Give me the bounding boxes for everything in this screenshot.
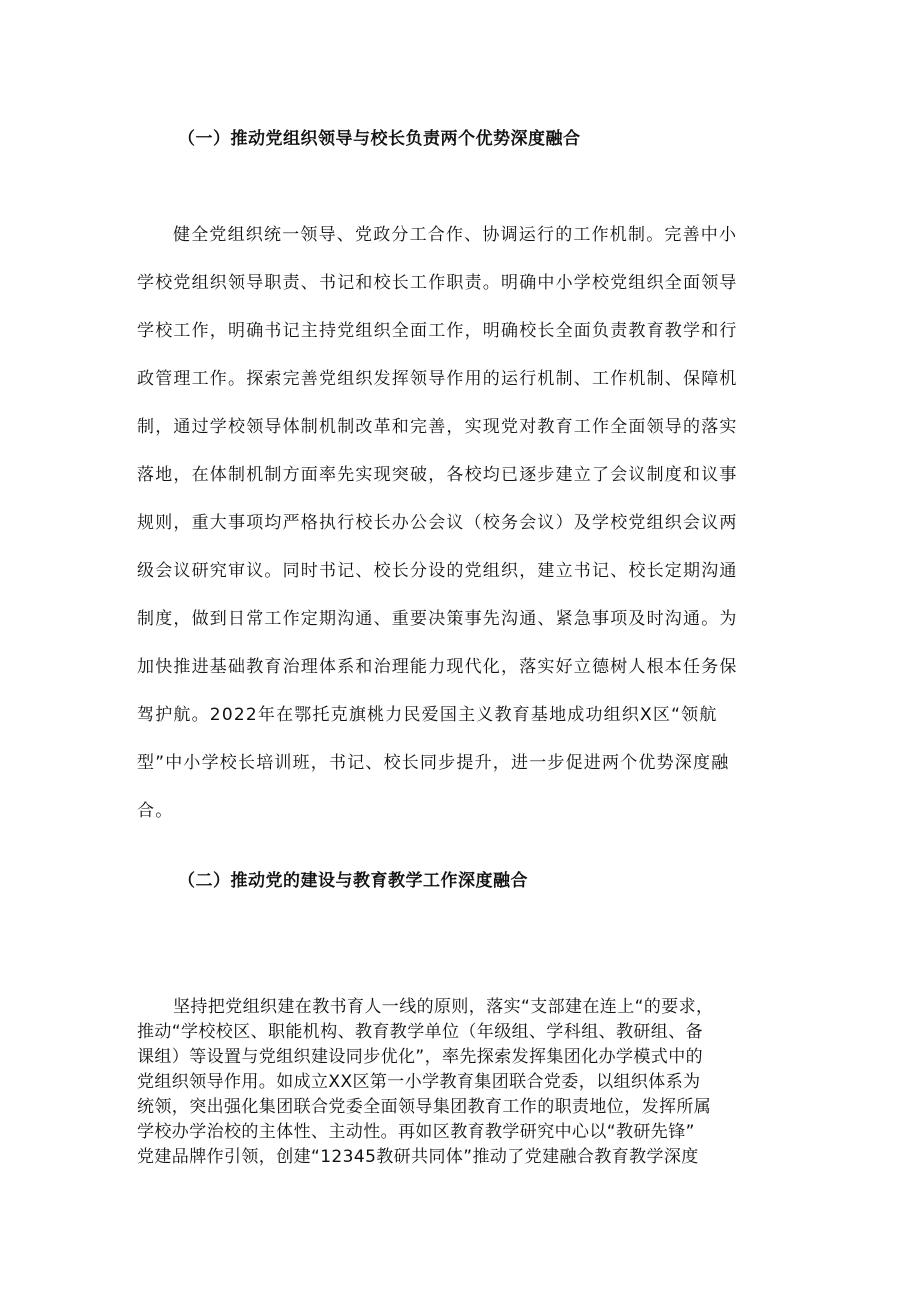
section-heading-2: （二）推动党的建设与教育教学工作深度融合 <box>178 871 528 891</box>
section-heading-1: （一）推动党组织领导与校长负责两个优势深度融合 <box>178 129 581 149</box>
paragraph-line: 驾护航。2022年在鄂托克旗桃力民爱国主义教育基地成功组织X区“领航 <box>137 705 718 725</box>
paragraph-line: 政管理工作。探索完善党组织发挥领导作用的运行机制、工作机制、保障机 <box>137 369 738 389</box>
paragraph-line: 规则，重大事项均严格执行校长办公会议（校务会议）及学校党组织会议两 <box>137 513 738 533</box>
paragraph-line: 制度，做到日常工作定期沟通、重要决策事先沟通、紧急事项及时沟通。为 <box>137 609 738 629</box>
paragraph-line: 统领，突出强化集团联合党委全面领导集团教育工作的职责地位，发挥所属 <box>137 1097 712 1117</box>
paragraph-line: 课组）等设置与党组织建设同步优化”，率先探索发挥集团化办学模式中的 <box>137 1047 704 1067</box>
paragraph-line: 加快推进基础教育治理体系和治理能力现代化，落实好立德树人根本任务保 <box>137 657 738 677</box>
paragraph-line: 坚持把党组织建在教书育人一线的原则，落实“支部建在连上“的要求， <box>173 997 714 1017</box>
paragraph-line: 健全党组织统一领导、党政分工合作、协调运行的工作机制。完善中小 <box>173 225 738 245</box>
paragraph-line: 推动“学校校区、职能机构、教育教学单位（年级组、学科组、教研组、备 <box>137 1022 704 1042</box>
paragraph-line: 学校办学治校的主体性、主动性。再如区教育教学研究中心以“教研先锋” <box>137 1122 695 1142</box>
paragraph-line: 级会议研究审议。同时书记、校长分设的党组织，建立书记、校长定期沟通 <box>137 561 738 581</box>
paragraph-line: 落地，在体制机制方面率先实现突破，各校均已逐步建立了会议制度和议事 <box>137 465 738 485</box>
paragraph-line: 合。 <box>137 801 174 821</box>
paragraph-line: 党组织领导作用。如成立XX区第一小学教育集团联合党委，以组织体系为 <box>137 1072 701 1092</box>
paragraph-line: 党建品牌作引领，创建“12345教研共同体”推动了党建融合教育教学深度 <box>137 1147 699 1167</box>
paragraph-line: 型”中小学校长培训班，书记、校长同步提升，进一步促进两个优势深度融 <box>137 753 730 773</box>
paragraph-line: 制，通过学校领导体制机制改革和完善，实现党对教育工作全面领导的落实 <box>137 417 738 437</box>
paragraph-line: 学校党组织领导职责、书记和校长工作职责。明确中小学校党组织全面领导 <box>137 273 738 293</box>
paragraph-line: 学校工作，明确书记主持党组织全面工作，明确校长全面负责教育教学和行 <box>137 321 738 341</box>
